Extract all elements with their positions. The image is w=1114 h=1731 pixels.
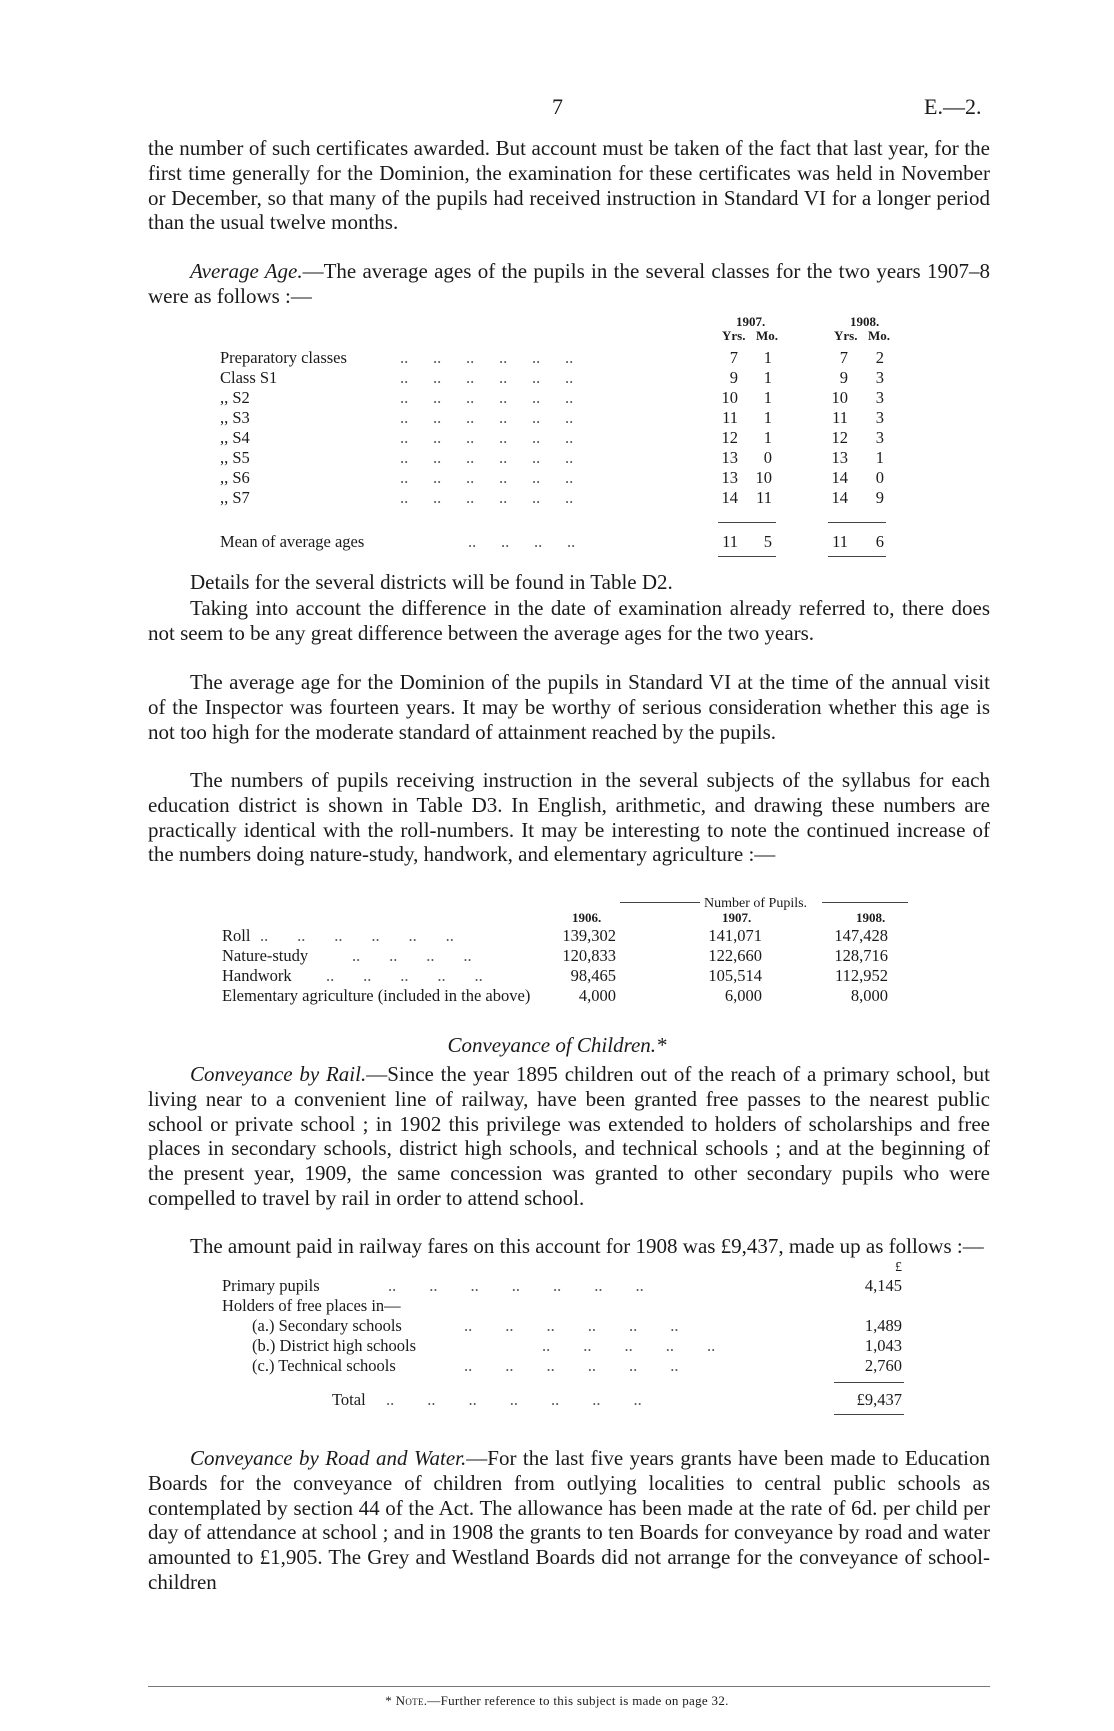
table-row [222,1316,922,1336]
value-1906: 120,833 [562,946,616,965]
mo-1907: 1 [763,408,772,427]
value-1907: 105,514 [708,966,762,985]
mo-1908: 6 [875,532,884,551]
header-1907: 1907. [736,314,766,329]
value-1908: 128,716 [834,946,888,965]
year-1906: 1906. [572,910,602,925]
fares-table [222,1258,922,1418]
yrs-1908: 7 [839,348,848,367]
mo-1908: 1 [875,448,884,467]
table-row [220,428,940,448]
row-label: Total [332,1390,366,1409]
fare-value: 4,145 [864,1276,902,1295]
leader-dots: .. .. .. .. .. .. .. [388,1276,644,1295]
mo-1908: 3 [875,388,884,407]
table-row [220,448,940,468]
paragraph-conveyance-road [148,1446,990,1595]
yrs-1907: 11 [722,532,738,551]
yrs-1907: 10 [721,388,738,407]
table-row [222,966,942,986]
yrs-1908: 11 [832,532,848,551]
conveyance-rail-text: —Since the year 1895 children out of the reach of a primary school, but living near to a convenient line of railway, have been granted free passes to the nearest public school or private school ; in 1902 this privilege was extended to holders of scholarships and free places in secondary schools, district high schools, and technical schools ; and at the beginning of the present year, 1909, the same concession was granted to other secondary pupils who were compelled to travel by rail in order to attend school. [148,1062,990,1210]
section-heading: Conveyance of Children.* [447,1033,667,1057]
header-yrs-1907: Yrs. [722,328,746,343]
year-1908: 1908. [856,910,886,925]
yrs-1907: 12 [721,428,738,447]
leader-dots: .. .. .. .. .. .. [400,368,574,387]
holders-label-row [222,1296,922,1316]
mo-1908: 3 [875,408,884,427]
table-row [222,1336,922,1356]
header-yrs-1908: Yrs. [834,328,858,343]
value-1908: 8,000 [850,986,888,1005]
total-row [222,1390,922,1410]
table-row [222,926,942,946]
mo-1908: 2 [875,348,884,367]
average-age-title: Average Age. [190,259,303,283]
row-label: Class S1 [220,368,278,387]
footnote: * Note.—Further reference to this subject is made on page 32. [385,1693,729,1708]
row-label: Nature-study [222,946,309,965]
footnote-text: —Further reference to this subject is made on page 32. [427,1693,729,1708]
value-1906: 139,302 [562,926,616,945]
table-row [220,388,940,408]
row-label: (c.) Technical schools [252,1356,396,1375]
value-1907: 122,660 [708,946,762,965]
leader-dots: .. .. .. .. [468,532,576,551]
row-label: Mean of average ages [220,532,365,551]
row-label: (a.) Secondary schools [252,1316,402,1335]
row-label: Handwork [222,966,292,985]
paragraph-subjects: The numbers of pupils receiving instruction in the several subjects of the syllabus for each education district is shown in Table D3. In English, arithmetic, and drawing these numbers are practically identical with the roll-numbers. It may be interesting to note the continued increase of the numbers doing nature-study, handwork, and elementary agriculture :— [148,768,990,867]
fare-value: 1,043 [864,1336,902,1355]
paragraph-details: Details for the several districts will be found in Table D2. [190,570,673,594]
row-label: (b.) District high schools [252,1336,417,1355]
leader-dots: .. .. .. .. .. [542,1336,716,1355]
row-label: ,, S4 [220,428,250,447]
row-label: Preparatory classes [220,348,347,367]
yrs-1908: 9 [839,368,848,387]
paragraph-difference: Taking into account the difference in the date of examination already referred to, there does not seem to be any great difference between the average ages for the two years. [148,596,990,645]
value-1906: 98,465 [570,966,616,985]
page-number: 7 [552,94,563,119]
value-1907: 141,071 [708,926,762,945]
fare-total: £9,437 [856,1390,902,1409]
leader-dots: .. .. .. .. .. [326,966,483,985]
value-1908: 147,428 [834,926,888,945]
header-1908: 1908. [850,314,880,329]
value-1906: 4,000 [578,986,616,1005]
table-row [222,946,942,966]
value-1907: 6,000 [724,986,762,1005]
yrs-1908: 13 [831,448,848,467]
sum-rule [718,522,776,523]
total-rule [828,556,886,557]
paragraph-standard-vi: The average age for the Dominion of the pupils in Standard VI at the time of the annual visit of the Inspector was fourteen years. It may be worthy of serious consideration whether this age is not too high for the moderate standard of attainment reached by the pupils. [148,670,990,744]
yrs-1908: 12 [831,428,848,447]
leader-dots: .. .. .. .. .. .. [400,348,574,367]
row-label: ,, S7 [220,488,250,507]
total-rule [834,1414,904,1415]
total-rule [718,556,776,557]
average-age-text: —The average ages of the pupils in the several classes for the two years 1907–8 were as follows :— [148,259,990,308]
year-1907: 1907. [722,910,752,925]
leader-dots: .. .. .. .. .. .. [464,1316,679,1335]
mo-1907: 1 [763,368,772,387]
yrs-1907: 13 [721,468,738,487]
leader-dots: .. .. .. .. .. .. [400,408,574,427]
leader-dots: .. .. .. .. .. .. [400,488,574,507]
paragraph-railway-fares: The amount paid in railway fares on this account for 1908 was £9,437, made up as follows :— [190,1234,984,1258]
sum-rule [834,1382,904,1383]
currency-symbol: £ [895,1260,902,1275]
mo-1908: 3 [875,428,884,447]
mo-1907: 5 [763,532,772,551]
conveyance-rail-title: Conveyance by Rail. [190,1062,367,1086]
mo-1907: 1 [763,428,772,447]
paragraph-average-age [148,259,990,309]
value-1908: 112,952 [834,966,888,985]
yrs-1908: 11 [832,408,848,427]
row-label: Elementary agriculture (included in the above) [222,986,531,1005]
yrs-1907: 9 [729,368,738,387]
row-label: Primary pupils [222,1276,320,1295]
leader-dots: .. .. .. .. [352,946,472,965]
header-mo-1908: Mo. [868,328,891,343]
fare-value: 2,760 [864,1356,902,1375]
paragraph-conveyance-rail [148,1062,990,1211]
mean-row [220,532,940,552]
bracket-rule-left [620,902,700,903]
bracket-rule-right [822,902,908,903]
yrs-1908: 14 [831,468,848,487]
table-row [222,1276,922,1296]
yrs-1907: 11 [722,408,738,427]
mo-1907: 11 [756,488,772,507]
sum-rule [828,522,886,523]
header-mo-1907: Mo. [756,328,779,343]
row-label: ,, S6 [220,468,250,487]
yrs-1908: 10 [831,388,848,407]
yrs-1908: 14 [831,488,848,507]
table-row [220,488,940,508]
paragraph-certificates: the number of such certificates awarded. But account must be taken of the fact that last year, for the first time generally for the Dominion, the examination for these certificates was held in November or December, so that many of the pupils had received instruction in Standard VI for a longer period than the usual twelve months. [148,136,990,235]
pupils-table [222,894,942,1014]
row-label: ,, S3 [220,408,250,427]
yrs-1907: 13 [721,448,738,467]
leader-dots: .. .. .. .. .. .. .. [386,1390,642,1409]
row-label: Holders of free places in— [222,1296,401,1315]
average-age-table [220,312,940,562]
row-label: Roll [222,926,251,945]
table-row [220,408,940,428]
mo-1907: 0 [763,448,772,467]
yrs-1907: 14 [721,488,738,507]
table-row [220,468,940,488]
mo-1907: 10 [755,468,772,487]
mo-1908: 3 [875,368,884,387]
table-row [222,1356,922,1376]
leader-dots: .. .. .. .. .. .. [400,468,574,487]
yrs-1907: 7 [729,348,738,367]
footnote-rule [148,1686,990,1687]
mo-1907: 1 [763,348,772,367]
table-row [220,368,940,388]
fare-value: 1,489 [864,1316,902,1335]
row-label: ,, S5 [220,448,250,467]
table-row [220,348,940,368]
leader-dots: .. .. .. .. .. .. [400,428,574,447]
document-reference: E.—2. [924,94,982,119]
leader-dots: .. .. .. .. .. .. [400,388,574,407]
footnote-note-label: Note. [395,1693,428,1708]
mo-1908: 9 [875,488,884,507]
table-row [222,986,942,1006]
row-label: ,, S2 [220,388,250,407]
number-of-pupils-header: Number of Pupils. [704,896,808,911]
mo-1907: 1 [763,388,772,407]
conveyance-road-text: —For the last five years grants have been made to Education Boards for the conveyance of children from outlying localities to central public schools as contemplated by section 44 of the Act. The allowance has been made at the rate of 6d. per child per day of attendance at school ; and in 1908 the grants to ten Boards for conveyance by road and water amounted to £1,905. The Grey and Westland Boards did not arrange for the conveyance of school-children [148,1446,991,1594]
conveyance-road-title: Conveyance by Road and Water. [190,1446,467,1470]
leader-dots: .. .. .. .. .. .. [260,926,454,945]
leader-dots: .. .. .. .. .. .. [400,448,574,467]
leader-dots: .. .. .. .. .. .. [464,1356,679,1375]
mo-1908: 0 [875,468,884,487]
